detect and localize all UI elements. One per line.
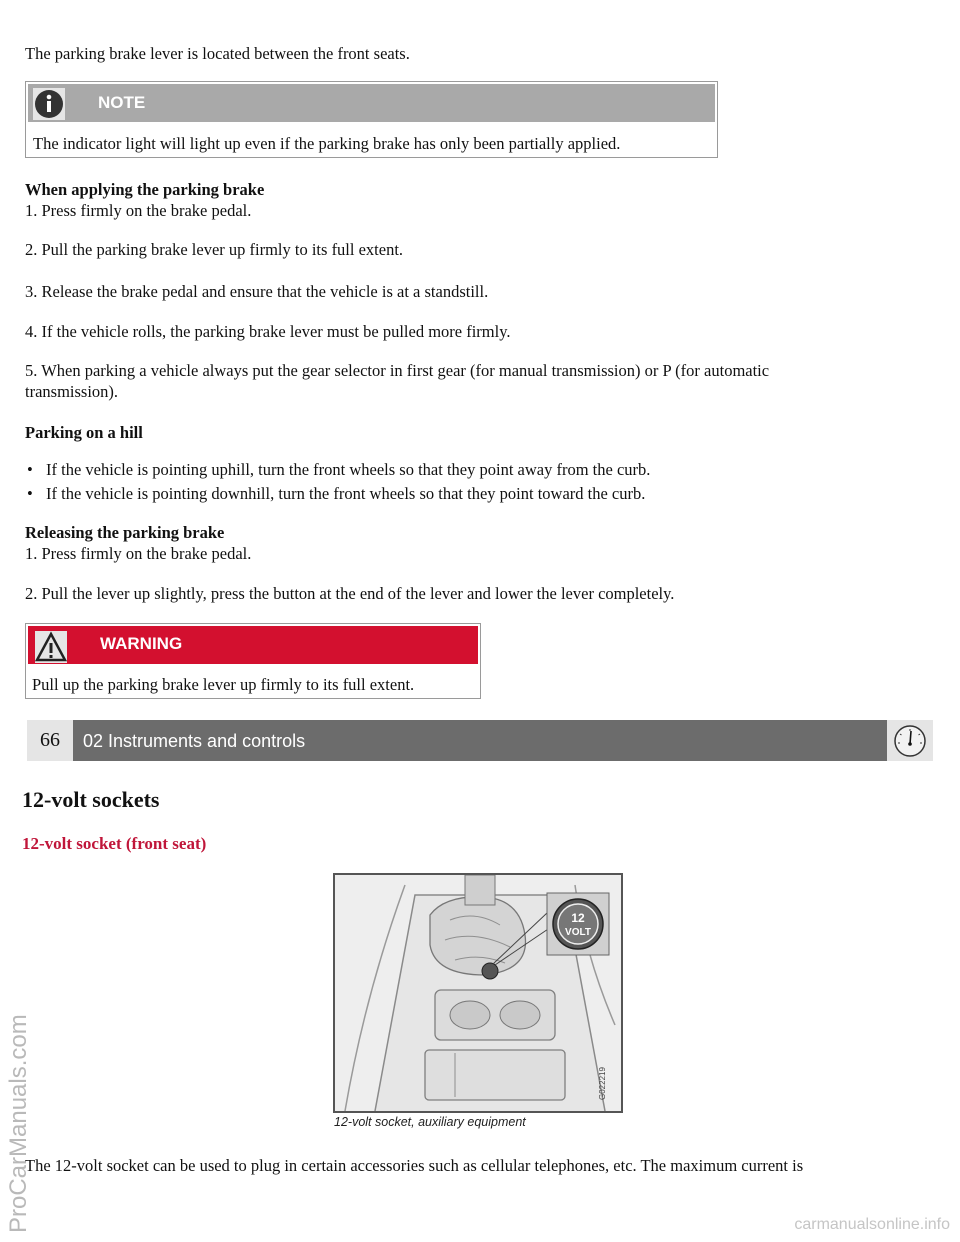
section-title: 12-volt sockets bbox=[22, 787, 160, 812]
note-label: NOTE bbox=[98, 93, 146, 112]
page-number: 66 bbox=[27, 720, 73, 761]
figure-badge-number: 12 bbox=[571, 911, 585, 925]
info-icon bbox=[33, 88, 65, 120]
figure-code: G022219 bbox=[598, 1067, 607, 1100]
applying-step-2: 2. Pull the parking brake lever up firmly to its full extent. bbox=[25, 240, 404, 259]
chapter-bar bbox=[27, 720, 933, 761]
note-header bbox=[28, 84, 715, 122]
side-watermark: ProCarManuals.com bbox=[5, 1014, 32, 1233]
hill-heading: Parking on a hill bbox=[25, 423, 143, 442]
note-text: The indicator light will light up even if the parking brake has only been partially applied. bbox=[33, 134, 621, 153]
releasing-step-1: 1. Press firmly on the brake pedal. bbox=[25, 544, 252, 563]
sockets-body-text: The 12-volt socket can be used to plug in certain accessories such as cellular telephones, etc. The maximum current is bbox=[25, 1156, 804, 1175]
warning-header bbox=[28, 626, 478, 664]
gauge-box bbox=[887, 720, 933, 761]
section-subtitle: 12-volt socket (front seat) bbox=[22, 834, 207, 853]
warning-text: Pull up the parking brake lever up firmly to its full extent. bbox=[32, 675, 415, 694]
gauge-icon bbox=[887, 720, 933, 761]
applying-step-3: 3. Release the brake pedal and ensure that the vehicle is at a standstill. bbox=[25, 282, 489, 301]
releasing-heading: Releasing the parking brake bbox=[25, 523, 225, 542]
warning-triangle-icon bbox=[35, 631, 67, 663]
releasing-step-2: 2. Pull the lever up slightly, press the button at the end of the lever and lower the lever completely. bbox=[25, 584, 675, 603]
applying-step-5-cont: transmission). bbox=[25, 382, 119, 401]
list-item: • If the vehicle is pointing uphill, turn the front wheels so that they point away from the curb. bbox=[27, 460, 650, 484]
figure-caption: 12-volt socket, auxiliary equipment bbox=[334, 1115, 526, 1129]
note-box bbox=[25, 81, 718, 158]
applying-heading: When applying the parking brake bbox=[25, 180, 265, 199]
figure-badge-volt: VOLT bbox=[565, 927, 591, 938]
chapter-title: 02 Instruments and controls bbox=[83, 731, 306, 751]
applying-step-1: 1. Press firmly on the brake pedal. bbox=[25, 201, 252, 220]
hill-list bbox=[27, 460, 650, 508]
intro-text: The parking brake lever is located between the front seats. bbox=[25, 44, 410, 63]
list-item: • If the vehicle is pointing downhill, turn the front wheels so that they point toward the curb. bbox=[27, 484, 650, 508]
console-drawing bbox=[335, 875, 621, 1111]
warning-box bbox=[25, 623, 481, 699]
bottom-watermark: carmanualsonline.info bbox=[794, 1216, 950, 1233]
socket-illustration bbox=[333, 873, 623, 1113]
applying-step-4: 4. If the vehicle rolls, the parking brake lever must be pulled more firmly. bbox=[25, 322, 511, 341]
warning-label: WARNING bbox=[100, 634, 183, 653]
applying-step-5: 5. When parking a vehicle always put the gear selector in first gear (for manual transmission) or P (for automatic bbox=[25, 361, 770, 380]
